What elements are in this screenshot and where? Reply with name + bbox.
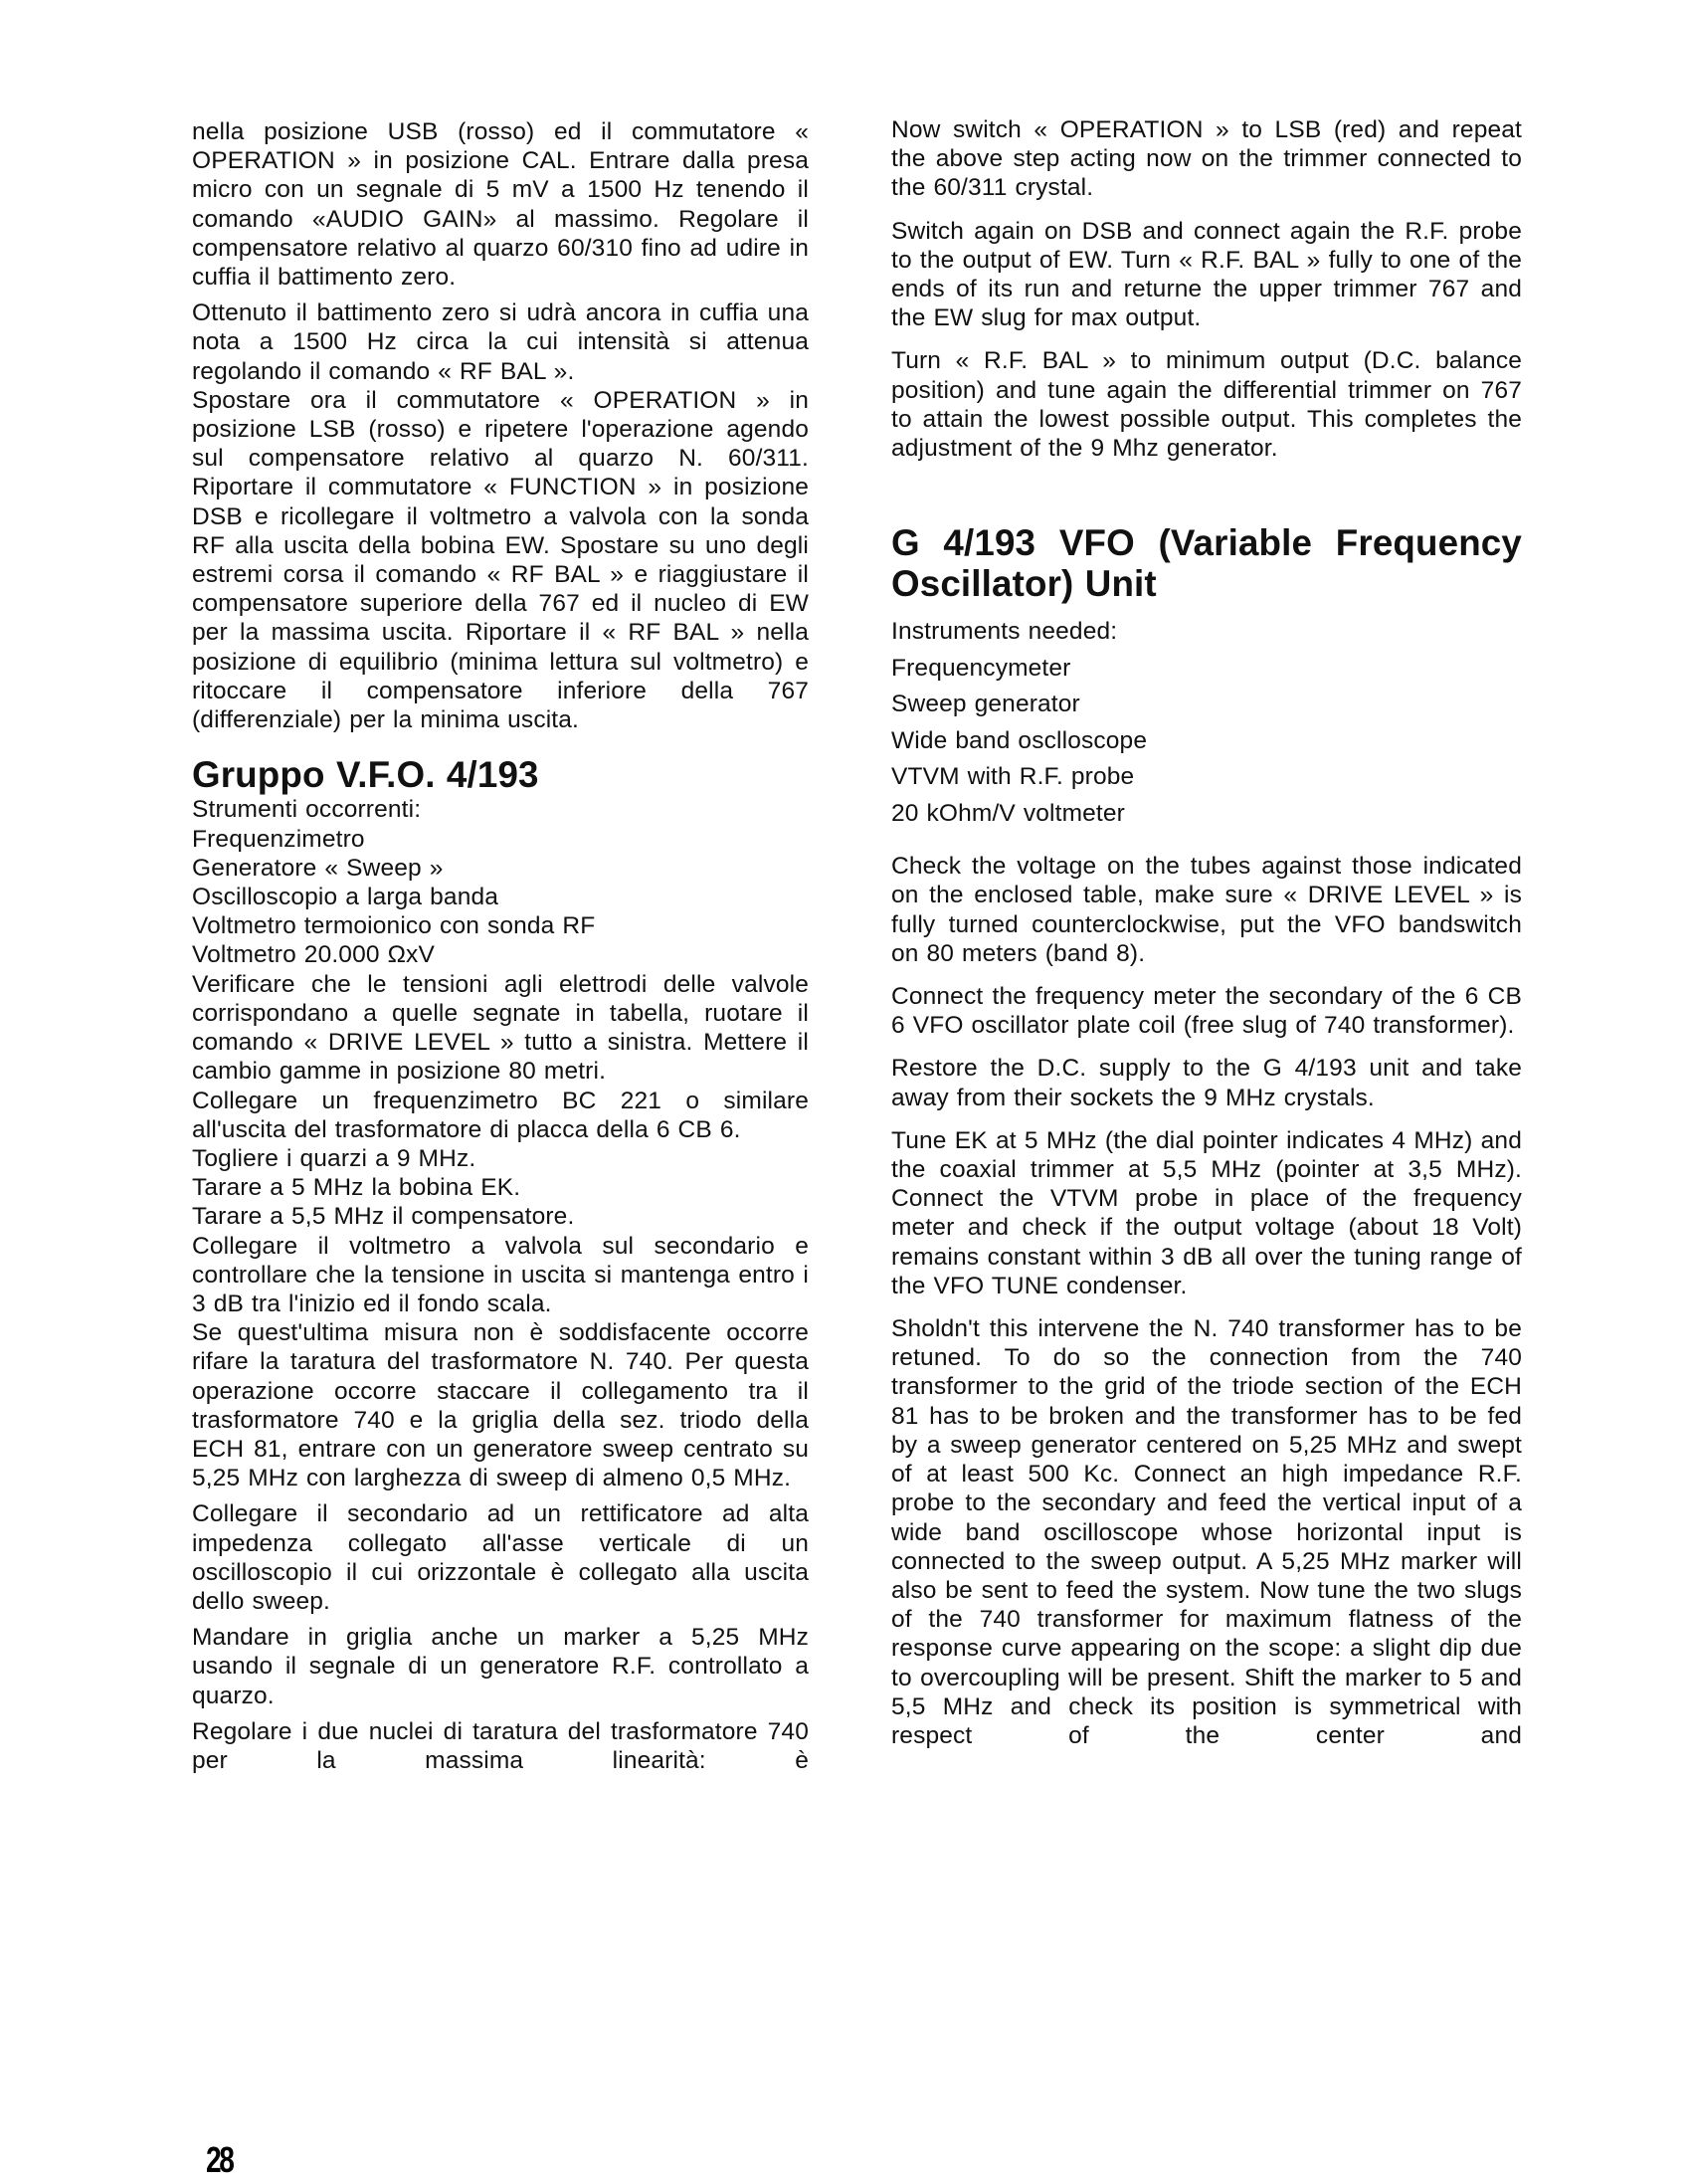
step-paragraph: Mandare in griglia anche un marker a 5,25 MHz usando il segnale di un generatore R.F. controllato a quarzo. xyxy=(192,1624,809,1709)
step-paragraph: Tarare a 5 MHz la bobina EK. xyxy=(192,1174,521,1202)
list-item: Voltmetro termoionico con sonda RF xyxy=(192,912,596,940)
instruments-title: Strumenti occorrenti: xyxy=(192,796,422,824)
right-column-english xyxy=(891,115,1522,1750)
instruments-title: Instruments needed: xyxy=(891,618,1118,646)
step-paragraph: Se quest'ultima misura non è soddisfacente occorre rifare la taratura del trasformatore N. 740. Per questa operazione occorre staccare il collegamento tra il trasformatore 740 e la griglia della sez. triodo della ECH 81, entrare con un generatore sweep centrato su 5,25 MHz con larghezza di sweep di almeno 0,5 MHz. xyxy=(192,1319,809,1492)
step-paragraph: Connect the frequency meter the secondary of the 6 CB 6 VFO oscillator plate coil (free slug of 740 transformer). xyxy=(891,983,1522,1040)
step-paragraph: Collegare il secondario ad un rettificatore ad alta impedenza collegato all'asse verticale di un oscilloscopio il cui orizzontale è collegato alla uscita dello sweep. xyxy=(192,1500,809,1615)
step-paragraph: Regolare i due nuclei di taratura del trasformatore 740 per la massima linearità: è xyxy=(192,1717,809,1774)
list-item: Sweep generator xyxy=(891,691,1080,718)
section-heading: Gruppo V.F.O. 4/193 xyxy=(192,754,539,796)
list-item: 20 kOhm/V voltmeter xyxy=(891,799,1125,827)
paragraph: Switch again on DSB and connect again the R.F. probe to the output of EW. Turn « R.F. BAL » fully to one of the ends of its run and returne the upper trimmer 767 and the EW slug for max output. xyxy=(891,217,1522,332)
section-heading: G 4/193 VFO (Variable Frequency Oscillator) Unit xyxy=(891,522,1522,605)
instruments-list xyxy=(891,614,1522,832)
step-paragraph: Tarare a 5,5 MHz il compensatore. xyxy=(192,1203,575,1231)
paragraph: Turn « R.F. BAL » to minimum output (D.C. balance position) and tune again the differential trimmer on 767 to attain the lowest possible output. This completes the adjustment of the 9 Mhz generator. xyxy=(891,347,1522,463)
step-paragraph: Verificare che le tensioni agli elettrodi delle valvole corrispondano a quelle segnate in tabella, ruotare il comando « DRIVE LEVEL » tutto a sinistra. Mettere il cambio gamme in posizione 80 metri. xyxy=(192,970,809,1086)
page-number: 28 xyxy=(206,2139,233,2180)
list-item: Generatore « Sweep » xyxy=(192,854,444,882)
paragraph: Now switch « OPERATION » to LSB (red) and repeat the above step acting now on the trimmer connected to the 60/311 crystal. xyxy=(891,116,1522,202)
step-paragraph: Check the voltage on the tubes against those indicated on the enclosed table, make sure « DRIVE LEVEL » is fully turned counterclockwise, put the VFO bandswitch on 80 meters (band 8). xyxy=(891,853,1522,967)
step-paragraph: Sholdn't this intervene the N. 740 transformer has to be retuned. To do so the connection from the 740 transformer to the grid of the triode section of the ECH 81 has to be broken and the transformer has to be fed by a sweep generator centered on 5,25 MHz and swept of at least 500 Kc. Connect an high impedance R.F. probe to the secondary and feed the vertical input of a wide band oscilloscope whose horizontal input is connected to the sweep output. A 5,25 MHz marker will also be sent to feed the system. Now tune the two slugs of the 740 transformer for maximum flatness of the response curve appearing on the scope: a slight dip due to overcoupling will be present. Shift the marker to 5 and 5,5 MHz and check its position is symmetrical with respect of the center and xyxy=(891,1315,1522,1749)
paragraph: Ottenuto il battimento zero si udrà ancora in cuffia una nota a 1500 Hz circa la cui intensità si attenua regolando il comando « RF BAL ». xyxy=(192,299,809,385)
step-paragraph: Collegare un frequenzimetro BC 221 o similare all'uscita del trasformatore di placca della 6 CB 6. xyxy=(192,1087,809,1143)
step-paragraph: Collegare il voltmetro a valvola sul secondario e controllare che la tensione in uscita si mantenga entro i 3 dB tra l'inizio ed il fondo scala. xyxy=(192,1232,809,1317)
list-item: Frequenzimetro xyxy=(192,825,365,853)
step-paragraph: Tune EK at 5 MHz (the dial pointer indicates 4 MHz) and the coaxial trimmer at 5,5 MHz (pointer at 3,5 MHz). Connect the VTVM probe in place of the frequency meter and check if the output voltage (about 18 Volt) remains constant within 3 dB all over the tuning range of the VFO TUNE condenser. xyxy=(891,1126,1522,1299)
list-item: Frequencymeter xyxy=(891,654,1071,682)
paragraph: nella posizione USB (rosso) ed il commutatore « OPERATION » in posizione CAL. Entrare dalla presa micro con un segnale di 5 mV a 1500 Hz tenendo il comando «AUDIO GAIN» al massimo. Regolare il compensatore relativo al quarzo 60/310 fino ad udire in cuffia il battimento zero. xyxy=(192,118,809,292)
left-column-italian xyxy=(192,117,809,1775)
paragraph: Spostare ora il commutatore « OPERATION » in posizione LSB (rosso) e ripetere l'operazione agendo sul compensatore relativo al quarzo N. 60/311. Riportare il commutatore « FUNCTION » in posizione DSB e ricollegare il voltmetro a valvola con la sonda RF alla uscita della bobina EW. Spostare su uno degli estremi corsa il comando « RF BAL » e riaggiustare il compensatore superiore della 767 ed il nucleo di EW per la massima uscita. Riportare il « RF BAL » nella posizione di equilibrio (minima lettura sul voltmetro) e ritoccare il compensatore inferiore della 767 (differenziale) per la minima uscita. xyxy=(192,386,809,734)
step-paragraph: Restore the D.C. supply to the G 4/193 unit and take away from their sockets the 9 MHz crystals. xyxy=(891,1055,1522,1111)
step-paragraph: Togliere i quarzi a 9 MHz. xyxy=(192,1144,476,1172)
list-item: Wide band osclloscope xyxy=(891,726,1148,754)
list-item: Voltmetro 20.000 ΩxV xyxy=(192,941,435,969)
instruments-list xyxy=(192,795,809,969)
list-item: Oscilloscopio a larga banda xyxy=(192,884,499,911)
list-item: VTVM with R.F. probe xyxy=(891,763,1135,791)
